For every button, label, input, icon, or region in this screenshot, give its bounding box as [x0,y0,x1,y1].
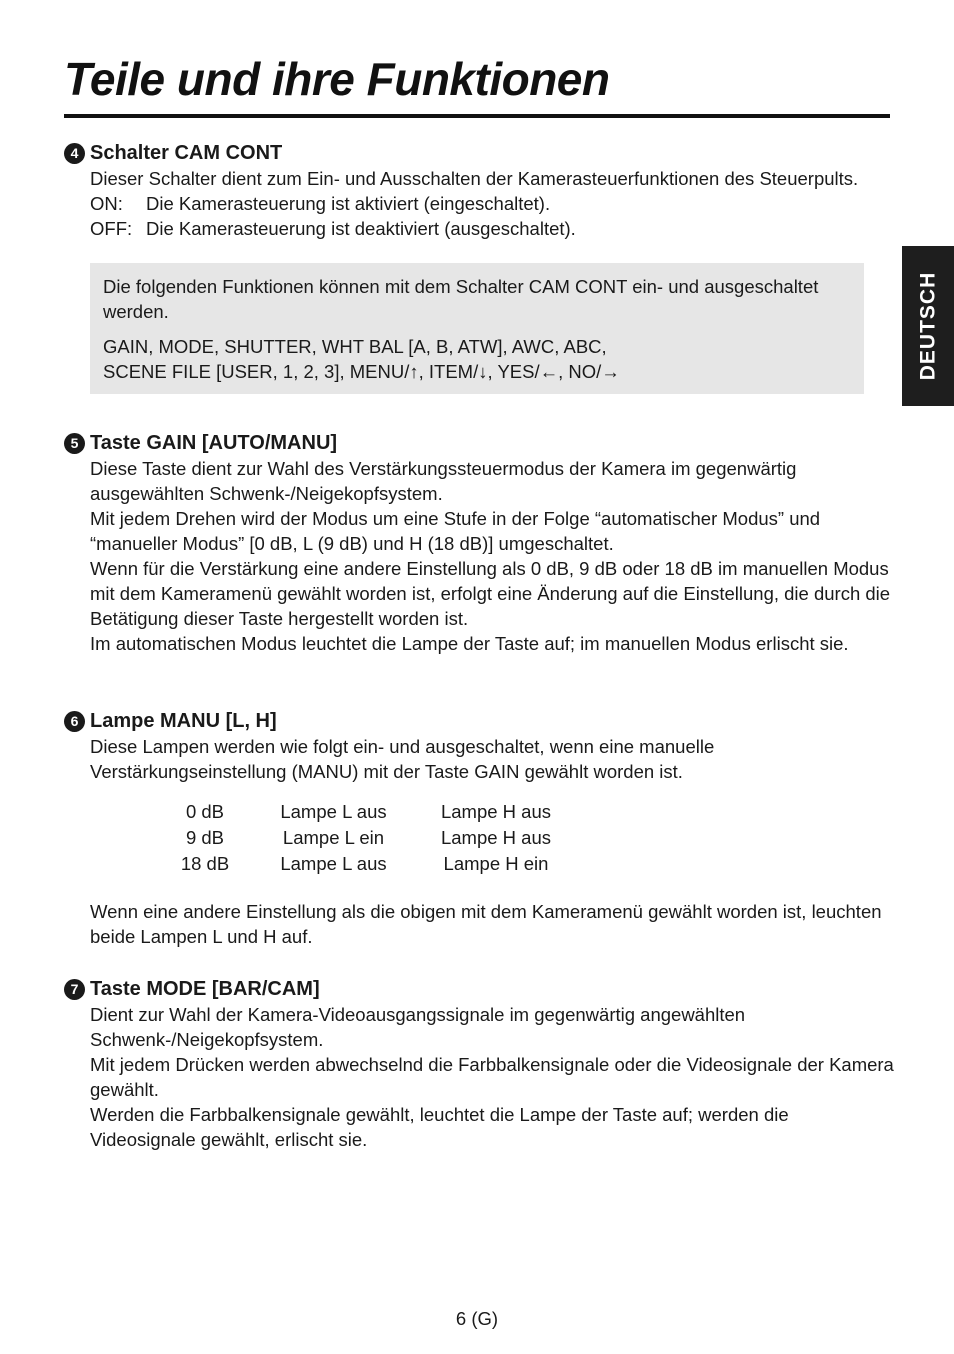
section-gain [64,430,894,656]
paragraph: Wenn für die Verstärkung eine andere Einstellung als 0 dB, 9 dB oder 18 dB im manuellen Modus mit dem Kameramenü gewählt worden ist, erfolgt eine Änderung auf die Einstellung, die durch die Betätigung dieser Taste hergestellt worden ist. [90,558,891,629]
section-mode [64,976,894,1152]
section-heading [64,976,894,1002]
arrow-left-icon: ← [539,361,559,382]
note-box [90,263,864,394]
table-row [164,799,571,825]
section-body [90,456,894,656]
table-row [164,851,571,877]
on-key: ON: [90,193,123,214]
paragraph: Wenn eine andere Einstellung als die obigen mit dem Kameramenü gewählt worden ist, leuchten beide Lampen L und H auf. [90,901,882,947]
section-body [90,734,894,784]
arrow-right-icon: → [601,361,620,382]
section-heading [64,430,894,456]
heading-text: Taste GAIN [AUTO/MANU] [90,432,338,454]
paragraph: Dient zur Wahl der Kamera-Videoausgangssignale im gegenwärtig angewählten Schwenk-/Neigekopfsystem. [90,1004,746,1050]
table-cell: Lampe H aus [440,801,552,822]
table-cell: Lampe H ein [443,853,549,874]
number-badge: 6 [64,711,85,732]
on-text: Die Kamerasteuerung ist aktiviert (eingeschaltet). [146,193,551,214]
off-key: OFF: [90,218,133,239]
section-heading [64,708,894,734]
note-functions-2: SCENE FILE [USER, 1, 2, 3], MENU/ [103,361,410,382]
note-line-1: Die folgenden Funktionen können mit dem Schalter CAM CONT ein- und ausgeschaltet werden. [103,276,819,322]
language-tab-label: DEUTSCH [916,271,940,381]
arrow-down-icon: ↓ [478,361,488,382]
heading-text: Schalter CAM CONT [90,142,283,164]
table-row [164,825,571,851]
note-functions-1: GAIN, MODE, SHUTTER, WHT BAL [A, B, ATW], AWC, ABC, [103,336,607,357]
paragraph: Diese Taste dient zur Wahl des Verstärkungssteuermodus der Kamera im gegenwärtig ausgewählten Schwenk-/Neigekopfsystem. [90,458,797,504]
section-heading [64,140,894,166]
table-cell: 0 dB [185,801,225,822]
note-item: , ITEM/ [418,361,479,382]
title-rule [64,114,890,118]
number-badge: 5 [64,433,85,454]
section-lamp-manu [64,708,894,949]
table-cell: 9 dB [185,827,225,848]
off-row [90,216,894,241]
section-body [90,1002,894,1152]
paragraph: Dieser Schalter dient zum Ein- und Ausschalten der Kamerasteuerfunktionen des Steuerpults. [90,168,859,189]
table-cell: Lampe L ein [282,827,385,848]
paragraph: Mit jedem Drehen wird der Modus um eine Stufe in der Folge “automatischer Modus” und “manueller Modus” [0 dB, L (9 dB) und H (18 dB)] umgeschaltet. [90,508,821,554]
table-cell: Lampe L aus [280,853,387,874]
section-body-after [90,899,894,949]
number-badge: 7 [64,979,85,1000]
heading-text: Lampe MANU [L, H] [90,710,277,732]
paragraph: Mit jedem Drücken werden abwechselnd die Farbbalkensignale oder die Videosignale der Kamera gewählt. [90,1054,894,1100]
note-line-2 [103,334,851,384]
paragraph: Im automatischen Modus leuchtet die Lampe der Taste auf; im manuellen Modus erlischt sie. [90,633,849,654]
language-tab [902,246,954,406]
paragraph: Werden die Farbbalkensignale gewählt, leuchtet die Lampe der Taste auf; werden die Videosignale gewählt, erlischt sie. [90,1104,789,1150]
table-cell: Lampe H aus [440,827,552,848]
table-cell: Lampe L aus [280,801,387,822]
off-text: Die Kamerasteuerung ist deaktiviert (ausgeschaltet). [146,218,576,239]
number-badge: 4 [64,143,85,164]
note-yes: , YES/ [487,361,540,382]
arrow-up-icon: ↑ [409,361,419,382]
table-cell: 18 dB [180,853,230,874]
page-title: Teile und ihre Funktionen [64,53,610,105]
heading-text: Taste MODE [BAR/CAM] [90,978,320,1000]
section-cam-cont [64,140,894,394]
page-number: 6 (G) [455,1308,499,1329]
paragraph: Diese Lampen werden wie folgt ein- und ausgeschaltet, wenn eine manuelle Verstärkungseinstellung (MANU) mit der Taste GAIN gewählt worden ist. [90,736,715,782]
on-row [90,191,894,216]
lamp-table [164,799,571,877]
note-no: , NO/ [558,361,602,382]
section-body [90,166,894,241]
